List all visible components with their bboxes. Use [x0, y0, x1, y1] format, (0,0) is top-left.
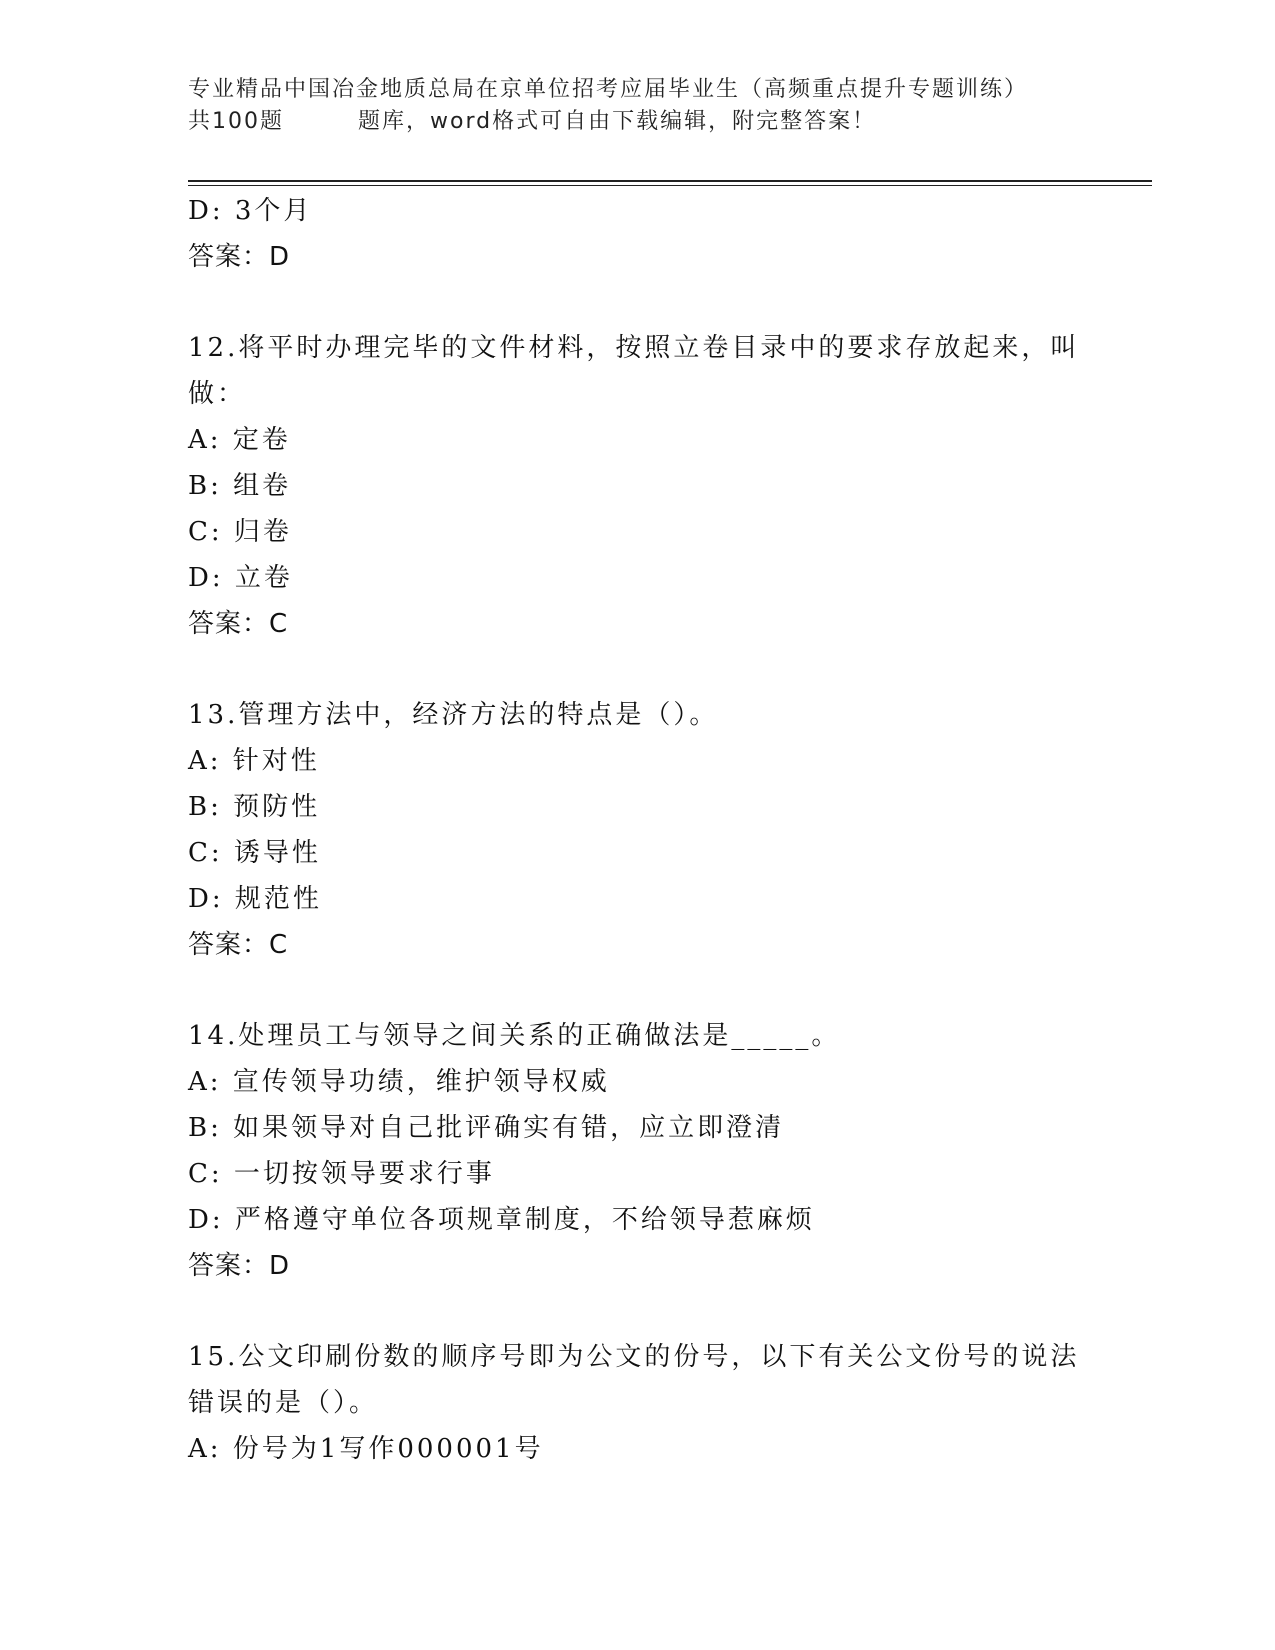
q12-option-a: A: 定卷	[188, 425, 291, 455]
question-15	[188, 1334, 1088, 1472]
q13-answer: 答案：C	[188, 930, 289, 960]
q15-stem-line2: 错误的是（）。	[188, 1388, 379, 1418]
q12-answer: 答案：C	[188, 609, 289, 639]
q15-stem-line1: 15.公文印刷份数的顺序号即为公文的份号，以下有关公文份号的说法	[188, 1342, 1080, 1372]
question-13	[188, 692, 1088, 968]
q13-option-b: B: 预防性	[188, 792, 321, 822]
q14-option-c: C: 一切按领导要求行事	[188, 1159, 495, 1189]
question-content	[188, 188, 1088, 1472]
q14-option-b: B: 如果领导对自己批评确实有错，应立即澄清	[188, 1113, 785, 1143]
q14-answer: 答案：D	[188, 1251, 291, 1281]
header-rule-thick	[188, 180, 1152, 182]
header-description: 题库，word格式可自由下载编辑，附完整答案！	[358, 109, 877, 134]
q14-option-d: D: 严格遵守单位各项规章制度，不给领导惹麻烦	[188, 1205, 815, 1235]
prev-option-d: D: 3个月	[188, 196, 313, 226]
q12-option-c: C: 归卷	[188, 517, 292, 547]
q13-option-d: D: 规范性	[188, 884, 322, 914]
q13-option-c: C: 诱导性	[188, 838, 321, 868]
page-header	[188, 74, 1088, 138]
header-subtitle	[188, 106, 1088, 138]
header-rule-thin	[188, 185, 1152, 186]
header-question-count: 共100题	[188, 109, 284, 134]
header-title: 专业精品中国冶金地质总局在京单位招考应届毕业生（高频重点提升专题训练）	[188, 77, 1029, 102]
q14-option-a: A: 宣传领导功绩，维护领导权威	[188, 1067, 610, 1097]
question-14	[188, 1013, 1088, 1289]
q13-stem: 13.管理方法中，经济方法的特点是（）。	[188, 700, 719, 730]
q14-stem: 14.处理员工与领导之间关系的正确做法是_____。	[188, 1021, 841, 1051]
q12-option-d: D: 立卷	[188, 563, 293, 593]
q15-option-a: A: 份号为1写作000001号	[188, 1434, 544, 1464]
q12-stem-line1: 12.将平时办理完毕的文件材料，按照立卷目录中的要求存放起来，叫	[188, 333, 1080, 363]
q12-stem-line2: 做：	[188, 379, 247, 409]
q12-option-b: B: 组卷	[188, 471, 292, 501]
prev-answer: 答案：D	[188, 242, 291, 272]
q13-option-a: A: 针对性	[188, 746, 320, 776]
question-12	[188, 325, 1088, 647]
